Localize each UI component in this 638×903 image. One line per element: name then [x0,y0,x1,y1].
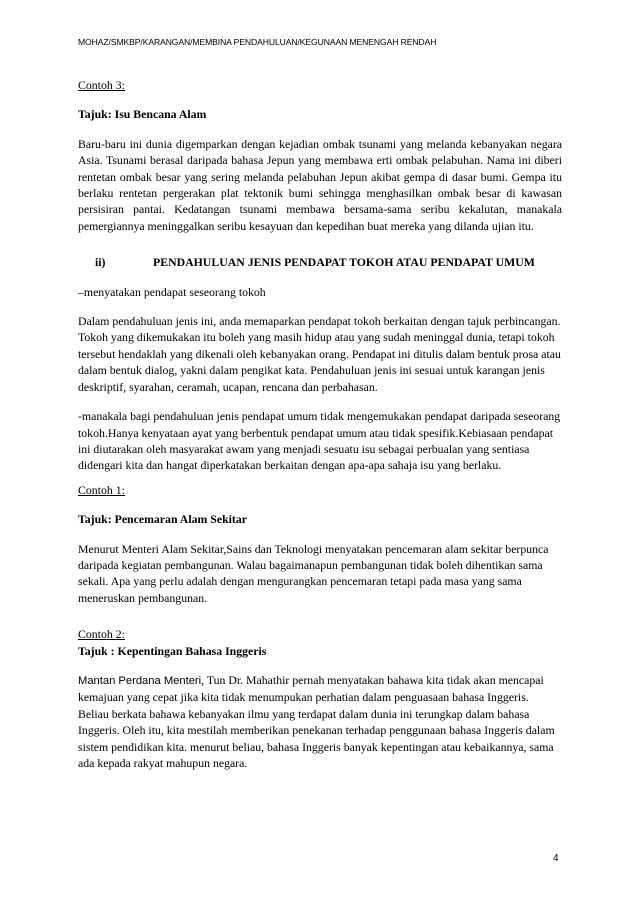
example-1-label: Contoh 1: [78,482,125,497]
example-1-body: Menurut Menteri Alam Sekitar,Sains dan Teknologi menyatakan pencemaran alam sekitar berpunca daripada kegiatan pembangunan. Walau bagaimanapun pembangunan tidak boleh dihentikan sama sekali. Apa yang perlu adalah dengan mengurangkan pencemaran tetapi pada masa yang sama meneruskan pembangunan. [78,541,549,605]
section-ii-heading [78,254,562,270]
example-2-lead: Mantan Perdana Menteri [78,674,202,687]
section-paragraph-2: -manakala bagi pendahuluan jenis pendapat umum tidak mengemukakan pendapat daripada seseorang tokoh.Hanya kenyataan ayat yang berbentuk pendapat umum atau tidak spesifik.Kebiasaan pendapat ini diutarakan oleh masyarakat awam yang menjadi sesuatu isu sebagai perbualan yang sentiasa didengari kita dan hangat diperkatakan berkaitan dengan apa-apa sahaja isu yang berlaku. [78,409,561,473]
example-2-title: Tajuk : Kepentingan Bahasa Inggeris [78,643,267,658]
section-number: ii) [95,255,106,270]
section-title: PENDAHULUAN JENIS PENDAPAT TOKOH ATAU PENDAPAT UMUM [153,255,535,270]
running-header: MOHAZ/SMKBP/KARANGAN/MEMBINA PENDAHULUAN/KEGUNAAN MENENGAH RENDAH [78,37,437,47]
page-number: 4 [553,853,559,864]
example-2-body [78,672,562,771]
section-note: –menyatakan pendapat seseorang tokoh [78,284,266,299]
example-3-body: Baru-baru ini dunia digemparkan dengan kejadian ombak tsunami yang melanda kebanyakan negara Asia. Tsunami berasal daripada bahasa Jepun yang membawa erti ombak pelabuhan. Nama ini diberi rentetan ombak besar yang sering melanda pelabuhan Jepun akibat gempa di dasar bumi. Gempa itu berlaku rentetan pergerakan plat tektonik bumi sehingga menghasilkan ombak besar di kawasan persisiran pantai. Kedatangan tsunami membawa bersama-sama seribu kekalutan, manakala pemergiannya meninggalkan seribu kesayuan dan kepedihan buat mereka yang dilanda ujian itu. [78,136,562,233]
example-2-label: Contoh 2: [78,627,125,642]
example-3-title: Tajuk: Isu Bencana Alam [78,107,207,122]
page-content [78,77,562,771]
example-3-label: Contoh 3: [78,78,125,92]
example-2-text: , Tun Dr. Mahathir pernah menyatakan bahawa kita tidak akan mencapai kemajuan yang cepat jika kita tidak menumpukan perhatian dalam penguasaan bahasa Inggeris. Beliau berkata bahawa kebanyakan ilmu yang terdapat dalam dunia ini terungkap dalam bahasa Inggeris. Oleh itu, kita mestilah memberikan penekanan terhadap penggunaan bahasa Inggeris dalam sistem pendidikan kita. menurut beliau, bahasa Inggeris banyak kepentingan atau kebaikannya, sama ada kepada rakyat mahupun negara. [78,672,555,770]
section-paragraph-1: Dalam pendahuluan jenis ini, anda memaparkan pendapat tokoh berkaitan dengan tajuk perbincangan. Tokoh yang dikemukakan itu boleh yang masih hidup atau yang sudah meninggal dunia, tetapi tokoh tersebut hendaklah yang dikenali oleh kebanyakan orang. Pendapat ini ditulis dalam bentuk prosa atau dalam bentuk dialog, yakni dalam pengikat kata. Pendahuluan jenis ini sesuai untuk karangan jenis deskriptif, syarahan, ceramah, ucapan, rencana dan perbahasan. [78,314,561,394]
example-1-title: Tajuk: Pencemaran Alam Sekitar [78,512,247,527]
